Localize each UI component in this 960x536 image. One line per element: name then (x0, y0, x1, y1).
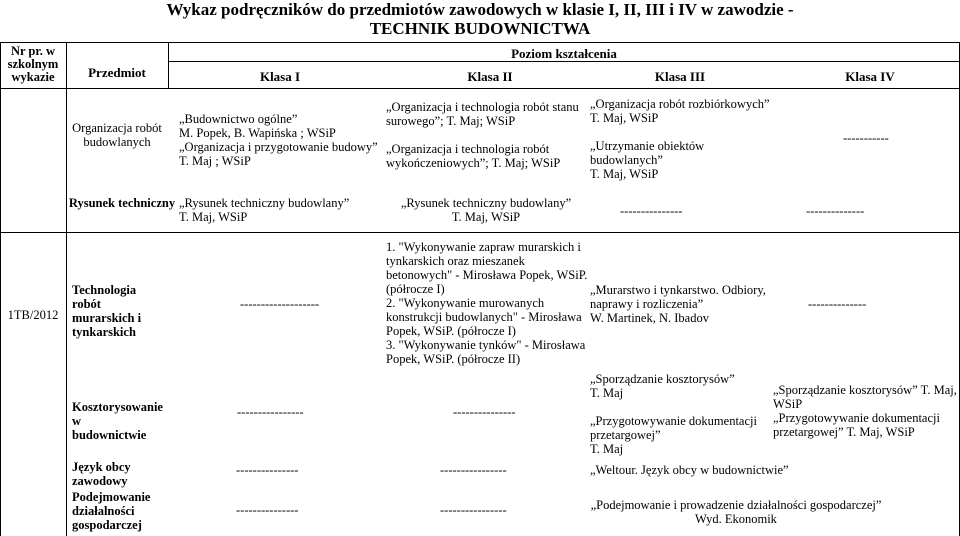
header-poziom: Poziom kształcenia (511, 46, 617, 61)
grid-line (0, 42, 960, 43)
header-klasa-3: Klasa III (654, 69, 706, 84)
subject-jezyk: Język obcy zawodowy (72, 460, 131, 488)
cell-technologia-k2: 1. "Wykonywanie zapraw murarskich i tynkarskich oraz mieszanek betonowych" - Mirosława Popek, WSiP. (półrocze I) 2. "Wykonywanie murowanych konstrukcji budowlanych" - Mirosława Popek, WSiP. (półrocze I) 3. "Wykonywanie tynków" - Mirosława Popek, WSiP. (półrocze II) (386, 240, 588, 366)
cell-kosztorys-k1: ---------------- (237, 405, 304, 419)
cell-organizacja-k2: „Organizacja i technologia robót stanu surowego”; T. Maj; WSiP „Organizacja i technologia robót wykończeniowych”; T. Maj; WSiP (386, 100, 579, 170)
cell-rysunek-k2: „Rysunek techniczny budowlany” T. Maj, WSiP (400, 196, 572, 224)
cell-organizacja-k1: „Budownictwo ogólne” M. Popek, B. Wapińska ; WSiP „Organizacja i przygotowanie budowy” T. Maj ; WSiP (179, 112, 378, 168)
subject-technologia: Technologia robót murarskich i tynkarskich (72, 283, 142, 339)
title-line-1: Wykaz podręczników do przedmiotów zawodowych w klasie I, II, III i IV w zawodzie - (166, 0, 794, 19)
subject-kosztorys: Kosztorysowanie w budownictwie (72, 400, 163, 442)
cell-technologia-k1: ------------------- (240, 297, 320, 311)
subject-organizacja: Organizacja robót budowlanych (72, 121, 162, 149)
cell-rysunek-k1: „Rysunek techniczny budowlany” T. Maj, WSiP (179, 196, 350, 224)
nr-program: 1TB/2012 (7, 308, 59, 322)
grid-line (66, 42, 67, 536)
cell-jezyk-k2: ---------------- (440, 463, 507, 477)
page-title (0, 0, 960, 38)
grid-line (0, 88, 960, 89)
cell-jezyk-k3: „Weltour. Język obcy w budownictwie” (590, 463, 789, 477)
grid-line (0, 42, 1, 536)
cell-technologia-k4: -------------- (808, 297, 867, 311)
cell-rysunek-k3: --------------- (620, 204, 683, 218)
header-klasa-1: Klasa I (259, 69, 301, 84)
grid-line (0, 232, 960, 233)
header-nr: Nr pr. w szkolnym wykazie (7, 44, 59, 84)
header-przedmiot: Przedmiot (88, 65, 146, 80)
cell-podejmowanie-k1: --------------- (236, 503, 299, 517)
grid-line (168, 61, 960, 62)
cell-jezyk-k1: --------------- (236, 463, 299, 477)
cell-kosztorys-k3: „Sporządzanie kosztorysów” T. Maj „Przygotowywanie dokumentacji przetargowej” T. Maj (590, 372, 757, 456)
title-line-2: TECHNIK BUDOWNICTWA (369, 19, 591, 38)
cell-podejmowanie-k2: ---------------- (440, 503, 507, 517)
header-klasa-4: Klasa IV (845, 69, 895, 84)
cell-kosztorys-k2: --------------- (453, 405, 516, 419)
cell-organizacja-k3: „Organizacja robót rozbiórkowych” T. Maj, WSiP „Utrzymanie obiektów budowlanych” T. Maj, WSiP (590, 97, 770, 181)
cell-technologia-k3: „Murarstwo i tynkarstwo. Odbiory, naprawy i rozliczenia” W. Martinek, N. Ibadov (590, 283, 766, 325)
cell-organizacja-k4: ----------- (843, 131, 889, 145)
cell-kosztorys-k4: „Sporządzanie kosztorysów” T. Maj, WSiP „Przygotowywanie dokumentacji przetargowej” T. Maj, WSiP (773, 383, 957, 439)
cell-podejmowanie-k3: „Podejmowanie i prowadzenie działalności gospodarczej” Wyd. Ekonomik (590, 498, 882, 526)
header-klasa-2: Klasa II (467, 69, 513, 84)
subject-podejmowanie: Podejmowanie działalności gospodarczej (72, 490, 151, 532)
subject-rysunek: Rysunek techniczny (68, 196, 176, 210)
cell-rysunek-k4: -------------- (806, 204, 865, 218)
